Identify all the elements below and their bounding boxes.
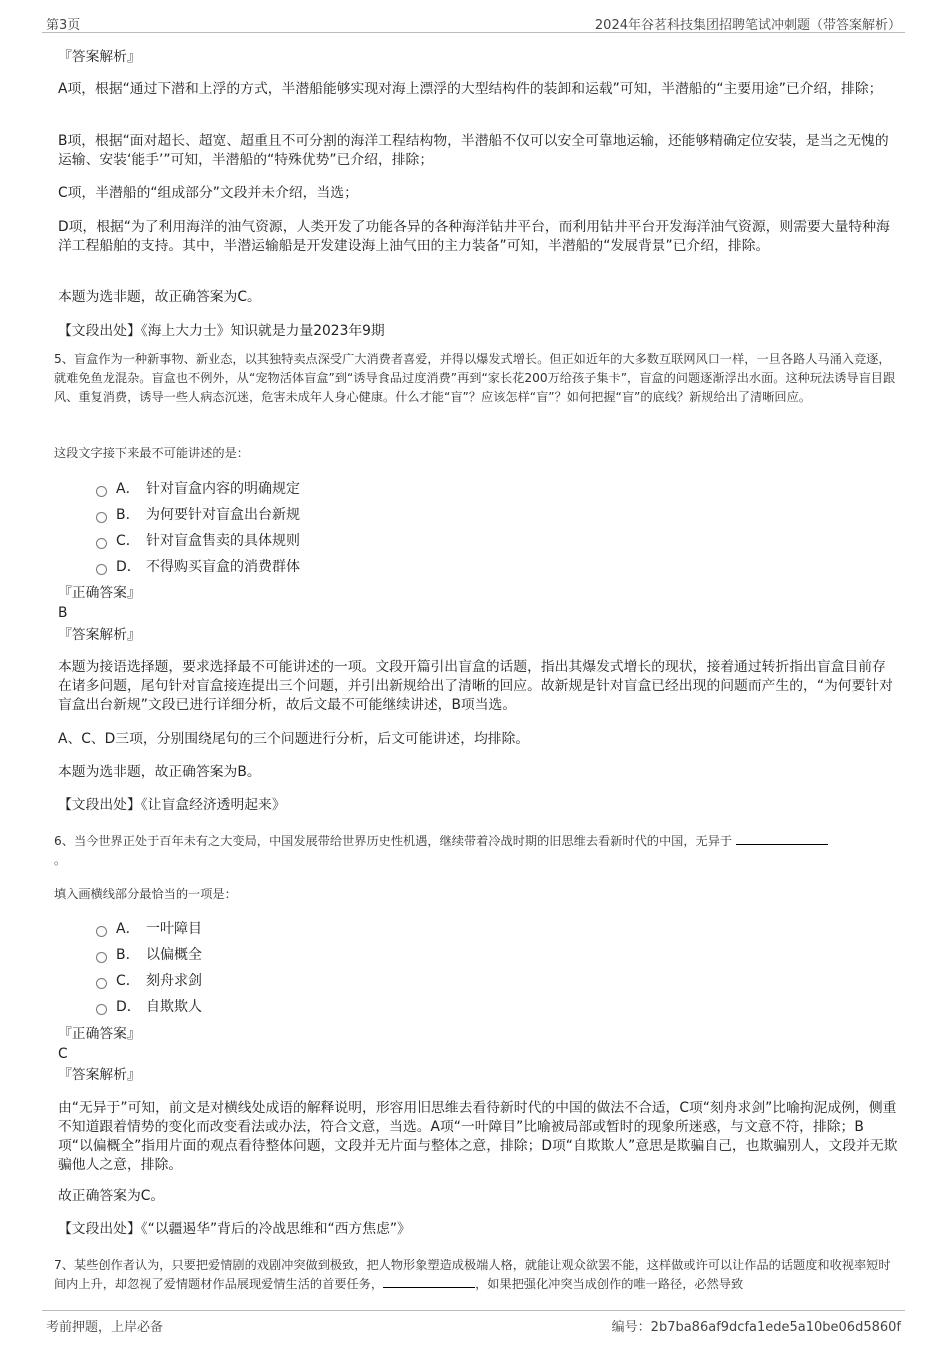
document-code: 编号：2b7ba86af9dcfa1ede5a10be06d5860f bbox=[611, 1320, 901, 1335]
option-b[interactable]: B． 以偏概全 bbox=[96, 945, 202, 965]
document-title: 2024年谷茗科技集团招聘笔试冲刺题（带答案解析） bbox=[594, 18, 901, 33]
option-c[interactable]: C． 刻舟求剑 bbox=[96, 971, 202, 991]
option-b[interactable]: B． 为何要针对盲盒出台新规 bbox=[96, 505, 300, 525]
source-citation: 【文段出处】《让盲盒经济透明起来》 bbox=[58, 797, 286, 813]
conclusion: 故正确答案为C。 bbox=[58, 1188, 165, 1204]
correct-answer: B bbox=[58, 605, 68, 621]
question-5-stem: 5、盲盒作为一种新事物、新业态，以其独特卖点深受广大消费者喜爱，并得以爆发式增长。但正如近年的大多数互联网风口一样，一旦各路人马涌入竞逐，就难免鱼龙混杂。盲盒也不例外，从“宠物活体盲盒”到“诱导食品过度消费”再到“家长花200万给孩子集卡”，盲盒的问题逐渐浮出水面。这种玩法诱导盲目跟风、重复消费，诱导一些人病态沉迷，危害未成年人身心健康。什么才能“盲”？应该怎样“盲”？如何把握“盲”的底线？新规给出了清晰回应。 bbox=[54, 352, 896, 404]
radio-icon[interactable] bbox=[96, 564, 107, 575]
radio-icon[interactable] bbox=[96, 926, 107, 937]
option-a[interactable]: A． 一叶障目 bbox=[96, 919, 202, 939]
conclusion: 本题为选非题，故正确答案为B。 bbox=[58, 764, 261, 780]
analysis-label: 『答案解析』 bbox=[58, 627, 141, 643]
question-6-stem: 6、当今世界正处于百年未有之大变局，中国发展带给世界历史性机遇，继续带着冷战时期的旧思维去看新时代的中国，无异于 。 bbox=[54, 832, 898, 870]
conclusion: 本题为选非题，故正确答案为C。 bbox=[58, 289, 261, 305]
fill-blank bbox=[736, 832, 828, 845]
option-d[interactable]: D． 不得购买盲盒的消费群体 bbox=[96, 557, 300, 577]
radio-icon[interactable] bbox=[96, 486, 107, 497]
source-citation: 【文段出处】《“以疆遏华”背后的冷战思维和“西方焦虑”》 bbox=[58, 1221, 411, 1237]
page-number: 第3页 bbox=[46, 18, 81, 33]
analysis-option-b: B项，根据“面对超长、超宽、超重且不可分割的海洋工程结构物，半潜船不仅可以安全可靠地运输，还能够精确定位安装，是当之无愧的运输、安装‘能手’”可知，半潜船的“特殊优势”已介绍，排除； bbox=[58, 133, 889, 168]
correct-answer-label: 『正确答案』 bbox=[58, 1026, 141, 1042]
analysis-option-a: A项，根据“通过下潜和上浮的方式，半潜船能够实现对海上漂浮的大型结构件的装卸和运载”可知，半潜船的“主要用途”已介绍，排除； bbox=[58, 81, 883, 97]
page-header bbox=[42, 10, 905, 33]
footer-slogan: 考前押题，上岸必备 bbox=[46, 1320, 164, 1335]
radio-icon[interactable] bbox=[96, 1004, 107, 1015]
analysis-paragraph: A、C、D三项，分别围绕尾句的三个问题进行分析，后文可能讲述，均排除。 bbox=[58, 731, 530, 747]
question-5-prompt: 这段文字接下来最不可能讲述的是： bbox=[54, 446, 249, 460]
analysis-label: 『答案解析』 bbox=[58, 1067, 141, 1083]
question-7-stem: 7、某些创作者认为，只要把爱情剧的戏剧冲突做到极致，把人物形象塑造成极端人格，就能让观众欲罢不能，这样做或许可以让作品的话题度和收视率短时间内上升，却忽视了爱情题材作品展现爱情生活的首要任务， ，如果把强化冲突当成创作的唯一路径，必然导致 bbox=[54, 1258, 891, 1291]
analysis-option-c: C项，半潜船的“组成部分”文段并未介绍，当选； bbox=[58, 185, 358, 201]
correct-answer-label: 『正确答案』 bbox=[58, 585, 141, 601]
radio-icon[interactable] bbox=[96, 512, 107, 523]
radio-icon[interactable] bbox=[96, 538, 107, 549]
fill-blank bbox=[383, 1275, 475, 1288]
page-footer bbox=[42, 1310, 905, 1337]
correct-answer: C bbox=[58, 1046, 68, 1062]
analysis-label: 『答案解析』 bbox=[58, 49, 141, 65]
option-d[interactable]: D． 自欺欺人 bbox=[96, 997, 202, 1017]
question-6-prompt: 填入画横线部分最恰当的一项是： bbox=[54, 887, 237, 901]
radio-icon[interactable] bbox=[96, 978, 107, 989]
analysis-paragraph: 本题为接语选择题，要求选择最不可能讲述的一项。文段开篇引出盲盒的话题，指出其爆发式增长的现状，接着通过转折指出盲盒目前存在诸多问题，尾句针对盲盒接连提出三个问题，并引出新规给出了清晰的回应。故新规是针对盲盒已经出现的问题而产生的，“为何要针对盲盒出台新规”文段已进行详细分析，故后文最不可能继续讲述，B项当选。 bbox=[58, 659, 893, 713]
option-a[interactable]: A． 针对盲盒内容的明确规定 bbox=[96, 479, 300, 499]
option-c[interactable]: C． 针对盲盒售卖的具体规则 bbox=[96, 531, 300, 551]
analysis-paragraph: 由“无异于”可知，前文是对横线处成语的解释说明，形容用旧思维去看待新时代的中国的做法不合适，C项“刻舟求剑”比喻拘泥成例，侧重不知道跟着情势的变化而改变看法或办法，符合文意，当选。A项“一叶障目”比喻被局部或暂时的现象所迷惑，与文意不符，排除；B项“以偏概全”指用片面的观点看待整体问题，文段并无片面与整体之意，排除；D项“自欺欺人”意思是欺骗自己，也欺骗别人，文段并无欺骗他人之意，排除。 bbox=[58, 1100, 898, 1173]
source-citation: 【文段出处】《海上大力士》知识就是力量2023年9期 bbox=[58, 323, 385, 339]
radio-icon[interactable] bbox=[96, 952, 107, 963]
analysis-option-d: D项，根据“为了利用海洋的油气资源，人类开发了功能各异的各种海洋钻井平台，而利用钻井平台开发海洋油气资源，则需要大量特种海洋工程船舶的支持。其中，半潜运输船是开发建设海上油气田的主力装备”可知，半潜船的“发展背景”已介绍，排除。 bbox=[58, 219, 890, 254]
